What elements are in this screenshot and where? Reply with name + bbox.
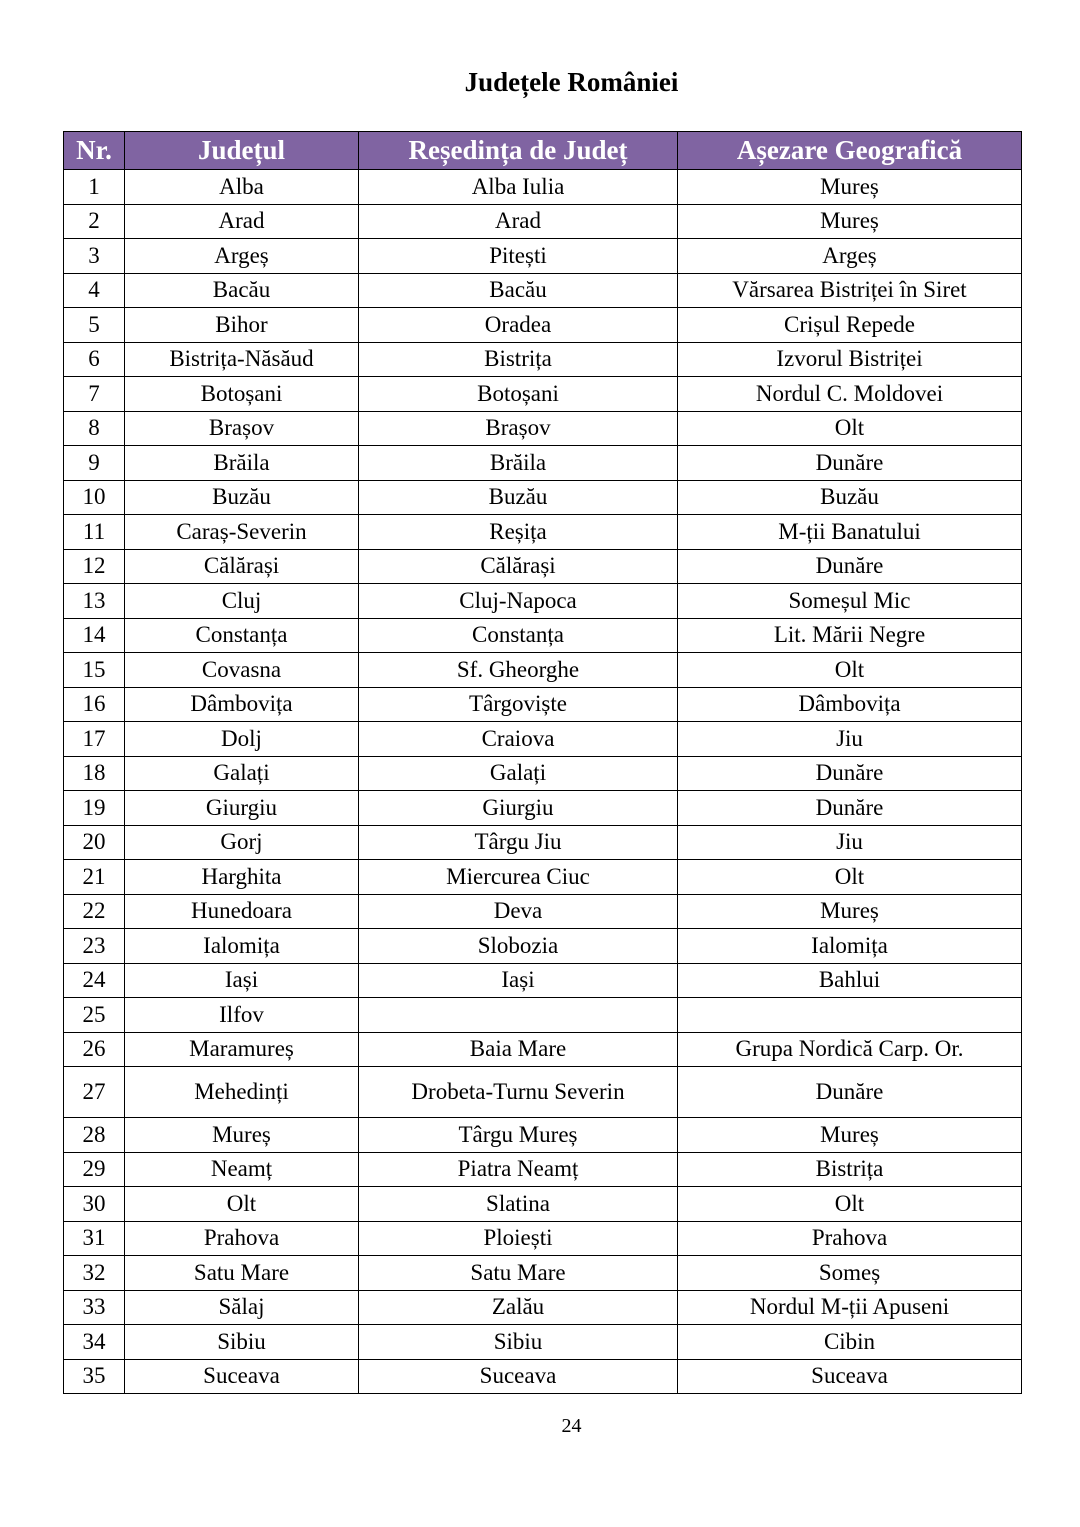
cell-resedinta: Zalău <box>359 1290 678 1325</box>
cell-judet: Mureș <box>125 1118 359 1153</box>
cell-nr: 5 <box>64 308 125 343</box>
cell-judet: Prahova <box>125 1221 359 1256</box>
cell-resedinta: Satu Mare <box>359 1256 678 1291</box>
cell-judet: Dâmbovița <box>125 687 359 722</box>
table-row <box>64 618 1022 653</box>
table-row <box>64 894 1022 929</box>
cell-asezare: Nordul M-ții Apuseni <box>678 1290 1022 1325</box>
cell-asezare: Buzău <box>678 480 1022 515</box>
page-title: Județele României <box>464 67 679 97</box>
counties-table <box>63 131 1022 1394</box>
cell-judet: Maramureș <box>125 1032 359 1067</box>
cell-asezare: M-ții Banatului <box>678 515 1022 550</box>
cell-resedinta: Pitești <box>359 239 678 274</box>
cell-nr: 26 <box>64 1032 125 1067</box>
cell-nr: 32 <box>64 1256 125 1291</box>
cell-nr: 13 <box>64 584 125 619</box>
table-row <box>64 963 1022 998</box>
table-row <box>64 170 1022 205</box>
cell-asezare: Dunăre <box>678 791 1022 826</box>
table-row <box>64 1187 1022 1222</box>
header-judet: Județul <box>125 132 359 170</box>
cell-nr: 7 <box>64 377 125 412</box>
cell-resedinta: Buzău <box>359 480 678 515</box>
table-row <box>64 480 1022 515</box>
cell-nr: 4 <box>64 273 125 308</box>
cell-asezare: Nordul C. Moldovei <box>678 377 1022 412</box>
header-row <box>64 132 1022 170</box>
cell-asezare: Suceava <box>678 1359 1022 1394</box>
table-row <box>64 549 1022 584</box>
table-row <box>64 1359 1022 1394</box>
cell-judet: Brașov <box>125 411 359 446</box>
cell-judet: Argeș <box>125 239 359 274</box>
cell-nr: 24 <box>64 963 125 998</box>
page-number: 24 <box>561 1415 582 1437</box>
table-row <box>64 998 1022 1033</box>
cell-asezare: Vărsarea Bistriței în Siret <box>678 273 1022 308</box>
cell-judet: Bacău <box>125 273 359 308</box>
cell-judet: Bistrița-Năsăud <box>125 342 359 377</box>
cell-asezare: Dâmbovița <box>678 687 1022 722</box>
cell-judet: Ilfov <box>125 998 359 1033</box>
cell-nr: 1 <box>64 170 125 205</box>
cell-nr: 30 <box>64 1187 125 1222</box>
cell-asezare: Lit. Mării Negre <box>678 618 1022 653</box>
cell-judet: Neamț <box>125 1152 359 1187</box>
cell-nr: 18 <box>64 756 125 791</box>
cell-asezare: Bistrița <box>678 1152 1022 1187</box>
cell-judet: Giurgiu <box>125 791 359 826</box>
header-asezare: Așezare Geografică <box>678 132 1022 170</box>
table-row <box>64 377 1022 412</box>
table-row <box>64 687 1022 722</box>
cell-resedinta: Călărași <box>359 549 678 584</box>
cell-nr: 17 <box>64 722 125 757</box>
table-row <box>64 756 1022 791</box>
cell-resedinta: Târgoviște <box>359 687 678 722</box>
cell-resedinta: Târgu Jiu <box>359 825 678 860</box>
cell-judet: Călărași <box>125 549 359 584</box>
cell-nr: 33 <box>64 1290 125 1325</box>
cell-resedinta: Deva <box>359 894 678 929</box>
cell-asezare: Dunăre <box>678 1067 1022 1118</box>
cell-judet: Ialomița <box>125 929 359 964</box>
cell-nr: 22 <box>64 894 125 929</box>
cell-judet: Caraș-Severin <box>125 515 359 550</box>
cell-judet: Satu Mare <box>125 1256 359 1291</box>
cell-nr: 15 <box>64 653 125 688</box>
cell-nr: 3 <box>64 239 125 274</box>
cell-asezare <box>678 998 1022 1033</box>
cell-resedinta: Oradea <box>359 308 678 343</box>
cell-resedinta: Bistrița <box>359 342 678 377</box>
cell-resedinta: Brașov <box>359 411 678 446</box>
cell-judet: Hunedoara <box>125 894 359 929</box>
cell-asezare: Olt <box>678 860 1022 895</box>
table-row <box>64 239 1022 274</box>
cell-asezare: Mureș <box>678 894 1022 929</box>
header-resedinta: Reședința de Județ <box>359 132 678 170</box>
table-row <box>64 1256 1022 1291</box>
cell-judet: Brăila <box>125 446 359 481</box>
cell-asezare: Ialomița <box>678 929 1022 964</box>
cell-judet: Iași <box>125 963 359 998</box>
cell-resedinta: Drobeta-Turnu Severin <box>359 1067 678 1118</box>
cell-resedinta: Constanța <box>359 618 678 653</box>
cell-resedinta: Botoșani <box>359 377 678 412</box>
cell-nr: 35 <box>64 1359 125 1394</box>
cell-asezare: Crișul Repede <box>678 308 1022 343</box>
table-row <box>64 342 1022 377</box>
cell-resedinta: Miercurea Ciuc <box>359 860 678 895</box>
cell-nr: 6 <box>64 342 125 377</box>
cell-judet: Olt <box>125 1187 359 1222</box>
cell-resedinta: Reșița <box>359 515 678 550</box>
cell-nr: 29 <box>64 1152 125 1187</box>
cell-asezare: Prahova <box>678 1221 1022 1256</box>
cell-asezare: Mureș <box>678 204 1022 239</box>
table-row <box>64 722 1022 757</box>
table-row <box>64 1118 1022 1153</box>
table-row <box>64 308 1022 343</box>
cell-resedinta: Iași <box>359 963 678 998</box>
table-row <box>64 1067 1022 1118</box>
table-row <box>64 825 1022 860</box>
cell-resedinta: Târgu Mureș <box>359 1118 678 1153</box>
cell-asezare: Dunăre <box>678 446 1022 481</box>
cell-nr: 27 <box>64 1067 125 1118</box>
table-row <box>64 1325 1022 1360</box>
cell-judet: Constanța <box>125 618 359 653</box>
table-row <box>64 584 1022 619</box>
cell-judet: Alba <box>125 170 359 205</box>
cell-judet: Botoșani <box>125 377 359 412</box>
cell-resedinta: Slatina <box>359 1187 678 1222</box>
cell-judet: Sibiu <box>125 1325 359 1360</box>
cell-asezare: Argeș <box>678 239 1022 274</box>
cell-resedinta: Brăila <box>359 446 678 481</box>
table-header <box>64 132 1022 170</box>
table-row <box>64 1032 1022 1067</box>
cell-nr: 12 <box>64 549 125 584</box>
cell-nr: 28 <box>64 1118 125 1153</box>
cell-nr: 25 <box>64 998 125 1033</box>
cell-nr: 8 <box>64 411 125 446</box>
cell-resedinta: Piatra Neamț <box>359 1152 678 1187</box>
cell-resedinta: Suceava <box>359 1359 678 1394</box>
cell-judet: Cluj <box>125 584 359 619</box>
cell-judet: Bihor <box>125 308 359 343</box>
cell-nr: 9 <box>64 446 125 481</box>
cell-judet: Galați <box>125 756 359 791</box>
cell-asezare: Mureș <box>678 170 1022 205</box>
cell-asezare: Bahlui <box>678 963 1022 998</box>
cell-nr: 31 <box>64 1221 125 1256</box>
cell-judet: Gorj <box>125 825 359 860</box>
cell-resedinta: Alba Iulia <box>359 170 678 205</box>
cell-judet: Dolj <box>125 722 359 757</box>
cell-resedinta: Giurgiu <box>359 791 678 826</box>
table-row <box>64 204 1022 239</box>
table-row <box>64 273 1022 308</box>
cell-asezare: Dunăre <box>678 549 1022 584</box>
cell-nr: 20 <box>64 825 125 860</box>
cell-resedinta: Arad <box>359 204 678 239</box>
cell-asezare: Someșul Mic <box>678 584 1022 619</box>
cell-resedinta: Sibiu <box>359 1325 678 1360</box>
cell-nr: 23 <box>64 929 125 964</box>
cell-nr: 21 <box>64 860 125 895</box>
cell-asezare: Izvorul Bistriței <box>678 342 1022 377</box>
cell-judet: Harghita <box>125 860 359 895</box>
table-row <box>64 791 1022 826</box>
cell-judet: Suceava <box>125 1359 359 1394</box>
cell-resedinta: Cluj-Napoca <box>359 584 678 619</box>
cell-nr: 19 <box>64 791 125 826</box>
cell-nr: 11 <box>64 515 125 550</box>
table-body <box>64 170 1022 1394</box>
cell-asezare: Cibin <box>678 1325 1022 1360</box>
table-row <box>64 411 1022 446</box>
cell-resedinta: Sf. Gheorghe <box>359 653 678 688</box>
table-row <box>64 446 1022 481</box>
cell-judet: Buzău <box>125 480 359 515</box>
table-row <box>64 1221 1022 1256</box>
cell-judet: Sălaj <box>125 1290 359 1325</box>
cell-resedinta: Ploiești <box>359 1221 678 1256</box>
cell-asezare: Jiu <box>678 722 1022 757</box>
cell-resedinta: Slobozia <box>359 929 678 964</box>
cell-judet: Mehedinți <box>125 1067 359 1118</box>
table-row <box>64 929 1022 964</box>
cell-asezare: Olt <box>678 1187 1022 1222</box>
table-row <box>64 1152 1022 1187</box>
header-nr: Nr. <box>64 132 125 170</box>
cell-resedinta: Galați <box>359 756 678 791</box>
table-row <box>64 515 1022 550</box>
cell-asezare: Dunăre <box>678 756 1022 791</box>
cell-asezare: Grupa Nordică Carp. Or. <box>678 1032 1022 1067</box>
cell-resedinta: Baia Mare <box>359 1032 678 1067</box>
cell-nr: 34 <box>64 1325 125 1360</box>
table-row <box>64 1290 1022 1325</box>
cell-nr: 14 <box>64 618 125 653</box>
cell-judet: Covasna <box>125 653 359 688</box>
cell-asezare: Mureș <box>678 1118 1022 1153</box>
cell-asezare: Someș <box>678 1256 1022 1291</box>
cell-nr: 16 <box>64 687 125 722</box>
cell-asezare: Olt <box>678 411 1022 446</box>
table-row <box>64 653 1022 688</box>
cell-nr: 10 <box>64 480 125 515</box>
cell-resedinta: Bacău <box>359 273 678 308</box>
table-row <box>64 860 1022 895</box>
cell-resedinta <box>359 998 678 1033</box>
cell-asezare: Olt <box>678 653 1022 688</box>
cell-nr: 2 <box>64 204 125 239</box>
cell-judet: Arad <box>125 204 359 239</box>
cell-asezare: Jiu <box>678 825 1022 860</box>
cell-resedinta: Craiova <box>359 722 678 757</box>
